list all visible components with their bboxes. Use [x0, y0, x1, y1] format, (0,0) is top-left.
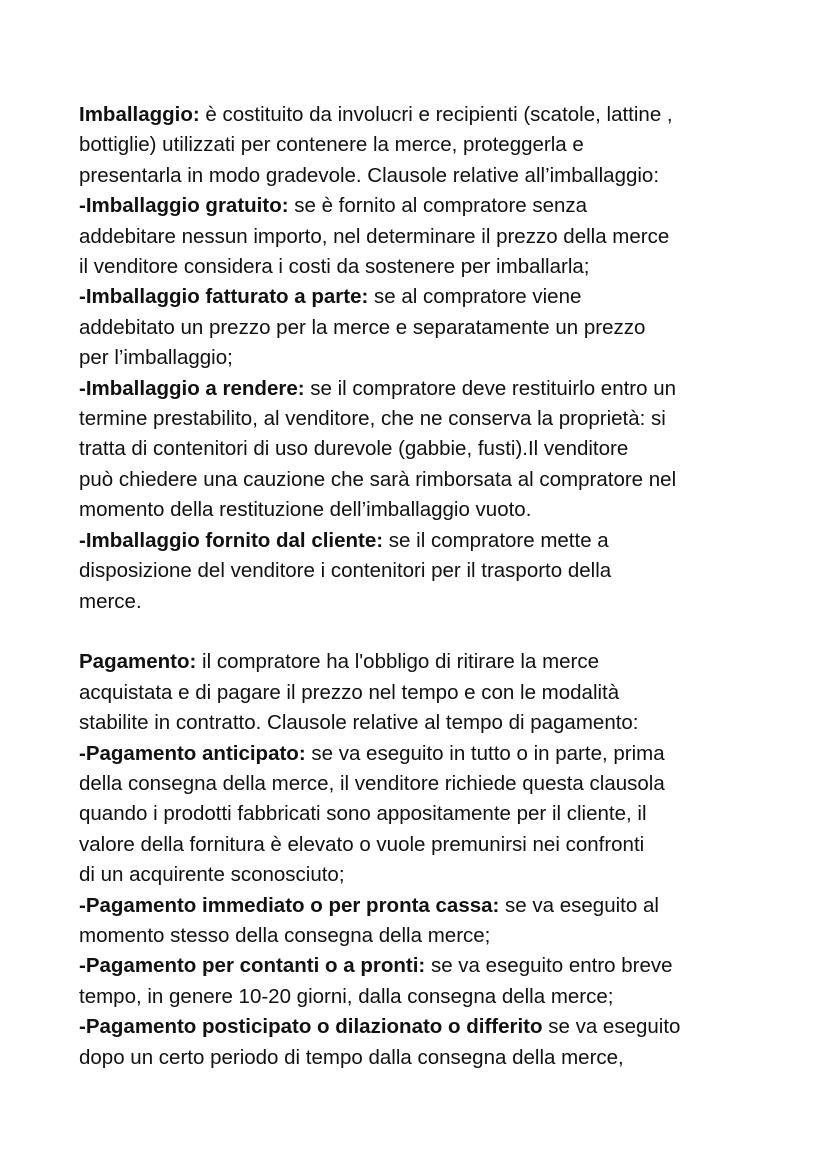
definition-imballaggio — [79, 100, 769, 191]
clause-imballaggio-fatturato — [79, 282, 769, 373]
section-imballaggio — [79, 100, 769, 617]
clause-pagamento-immediato — [79, 891, 769, 952]
definition-text: tratta di contenitori di uso durevole (gabbie, fusti).Il venditore — [79, 437, 629, 461]
definition-text: se al compratore viene — [368, 285, 582, 309]
definition-text: tempo, in genere 10-20 giorni, dalla consegna della merce; — [79, 984, 614, 1008]
clause-imballaggio-fornito-dal-cliente — [79, 526, 769, 617]
definition-text: stabilite in contratto. Clausole relative al tempo di pagamento: — [79, 711, 639, 735]
term-label: Pagamento: — [79, 650, 197, 674]
paragraph-gap — [79, 617, 769, 647]
clause-imballaggio-gratuito — [79, 191, 769, 282]
definition-text: è costituito da involucri e recipienti (scatole, lattine , — [199, 103, 673, 126]
definition-text: se va eseguito — [542, 1015, 681, 1039]
definition-text: se il compratore deve restituirlo entro un — [304, 376, 677, 400]
definition-text: se va eseguito in tutto o in parte, prima — [305, 741, 665, 765]
definition-text: valore della fornitura è elevato o vuole premunirsi nei confronti — [79, 832, 645, 856]
term-label: -Pagamento posticipato o dilazionato o differito — [79, 1015, 543, 1039]
definition-pagamento — [79, 647, 769, 738]
definition-text: per l’imballaggio; — [79, 346, 233, 370]
section-pagamento — [79, 647, 769, 1073]
term-label: -Imballaggio fornito dal cliente: — [79, 528, 384, 552]
definition-text: se è fornito al compratore senza — [288, 194, 588, 218]
definition-text: momento stesso della consegna della merce; — [79, 923, 491, 947]
term-label: -Imballaggio gratuito: — [79, 194, 289, 218]
term-label: -Pagamento anticipato: — [79, 741, 306, 765]
definition-text: se va eseguito al — [499, 893, 659, 917]
definition-text: presentarla in modo gradevole. Clausole relative all’imballaggio: — [79, 163, 660, 187]
definition-text: quando i prodotti fabbricati sono appositamente per il cliente, il — [79, 802, 647, 826]
definition-text: il compratore ha l'obbligo di ritirare la merce — [196, 650, 600, 674]
term-label: -Imballaggio fatturato a parte: — [79, 285, 369, 309]
clause-pagamento-posticipato — [79, 1012, 769, 1073]
definition-text: termine prestabilito, al venditore, che ne conserva la proprietà: si — [79, 407, 666, 431]
definition-text: dopo un certo periodo di tempo dalla consegna della merce, — [79, 1045, 624, 1069]
term-label: -Pagamento immediato o per pronta cassa: — [79, 893, 500, 917]
definition-text: il venditore considera i costi da sostenere per imballarla; — [79, 255, 590, 279]
clause-pagamento-anticipato — [79, 739, 769, 891]
clause-pagamento-per-contanti — [79, 951, 769, 1012]
definition-text: può chiedere una cauzione che sarà rimborsata al compratore nel — [79, 467, 677, 491]
term-label: -Pagamento per contanti o a pronti: — [79, 954, 426, 978]
definition-text: della consegna della merce, il venditore richiede questa clausola — [79, 771, 665, 795]
document-page — [79, 100, 769, 1073]
definition-text: se va eseguito entro breve — [425, 954, 673, 978]
term-label: Imballaggio: — [79, 103, 200, 126]
definition-text: momento della restituzione dell’imballaggio vuoto. — [79, 498, 532, 522]
definition-text: di un acquirente sconosciuto; — [79, 863, 345, 887]
definition-text: addebitato un prezzo per la merce e separatamente un prezzo — [79, 315, 646, 339]
clause-imballaggio-a-rendere — [79, 374, 769, 526]
definition-text: merce. — [79, 589, 142, 613]
definition-text: se il compratore mette a — [383, 528, 609, 552]
term-label: -Imballaggio a rendere: — [79, 376, 305, 400]
definition-text: acquistata e di pagare il prezzo nel tempo e con le modalità — [79, 680, 620, 704]
definition-text: disposizione del venditore i contenitori per il trasporto della — [79, 559, 612, 583]
definition-text: bottiglie) utilizzati per contenere la merce, proteggerla e — [79, 133, 584, 157]
definition-text: addebitare nessun importo, nel determinare il prezzo della merce — [79, 224, 670, 248]
